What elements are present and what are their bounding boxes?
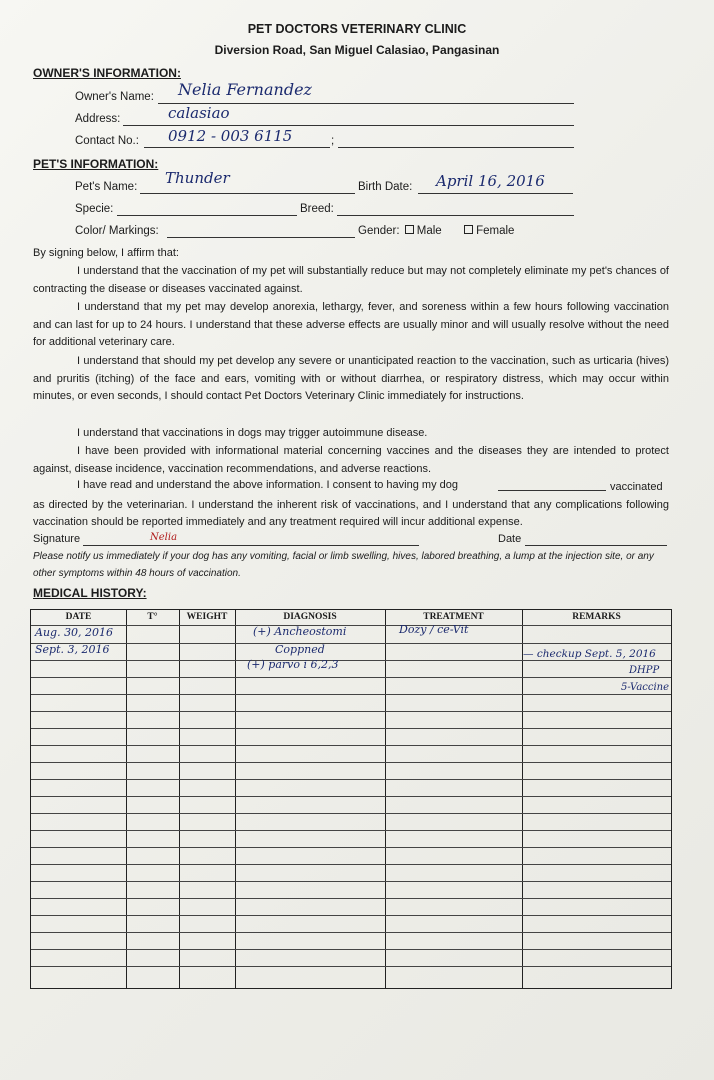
- address-line: [123, 125, 574, 126]
- contact-separator: ;: [331, 135, 335, 147]
- entry-1-diagnosis[interactable]: (+) Ancheostomi: [253, 625, 347, 638]
- breed-label: Breed:: [300, 203, 334, 215]
- signature-value[interactable]: Nelia: [150, 532, 178, 543]
- entry-1-treatment[interactable]: Dozy / ce-Vit: [399, 623, 469, 636]
- color-markings-label: Color/ Markings:: [75, 225, 159, 237]
- birth-date-value[interactable]: April 16, 2016: [436, 172, 545, 190]
- contact-value[interactable]: 0912 - 003 6115: [168, 127, 293, 145]
- color-markings-line: [167, 237, 355, 238]
- date-line: [525, 545, 667, 546]
- consent-paragraph-2: I understand that my pet may develop anorexia, lethargy, fever, and soreness within a few hours following vaccination and can last for up to 24 hours. I understand that these adverse effects are usually minor and will usually resolve without the need for additional veterinary care.: [33, 301, 669, 349]
- date-label: Date: [498, 533, 522, 545]
- col-treatment: TREATMENT: [423, 612, 484, 622]
- consent-paragraph-4: I understand that vaccinations in dogs may trigger autoimmune disease.: [77, 427, 428, 439]
- female-checkbox[interactable]: [464, 225, 473, 234]
- col-diagnosis: DIAGNOSIS: [283, 612, 337, 622]
- specie-line: [117, 215, 297, 216]
- remark-line-1[interactable]: — checkup Sept. 5, 2016: [523, 648, 656, 660]
- owner-section-title: OWNER'S INFORMATION:: [33, 66, 181, 80]
- entry-3-diagnosis[interactable]: (+) parvo i 6,2,3: [247, 658, 339, 671]
- gender-label: Gender:: [358, 225, 400, 237]
- medical-history-table: [30, 609, 672, 989]
- contact-label: Contact No.:: [75, 135, 139, 147]
- gender-group: [358, 225, 514, 237]
- signature-label: Signature: [33, 533, 81, 545]
- notice-text: Please notify us immediately if your dog has any vomiting, facial or limb swelling, hives, labored breathing, a lump at the injection site, or any other symptoms within 48 hours of vaccination.: [33, 551, 654, 579]
- contact-line-2: [338, 147, 574, 148]
- remark-line-2[interactable]: DHPP: [629, 665, 660, 676]
- consent-paragraph-5: I have been provided with informational material concerning vaccines and the diseases they are intended to protect against, disease incidence, vaccination recommendations, and adverse reactions.: [33, 445, 669, 475]
- address-label: Address:: [75, 113, 121, 125]
- entry-2-diagnosis[interactable]: Coppned: [275, 643, 325, 656]
- address-value[interactable]: calasiao: [168, 104, 230, 122]
- col-weight: WEIGHT: [186, 612, 228, 622]
- remark-line-3[interactable]: 5-Vaccine: [621, 682, 670, 693]
- consent-paragraph-3: I understand that should my pet develop any severe or unanticipated reaction to the vaccination, such as urticaria (hives) and pruritis (itching) of the face and ears, vomiting with or without diarrhea, or respiratory distress, which may occur within minutes, or even seconds, I should contact Pet Doctors Veterinary Clinic immediately for instructions.: [33, 355, 669, 403]
- pet-section-title: PET'S INFORMATION:: [33, 157, 159, 171]
- pet-name-value[interactable]: Thunder: [165, 169, 230, 187]
- signature-line: [83, 545, 419, 546]
- birth-date-line: [418, 193, 573, 194]
- pet-name-line: [140, 193, 355, 194]
- clinic-name: PET DOCTORS VETERINARY CLINIC: [247, 22, 467, 36]
- clinic-address: Diversion Road, San Miguel Calasiao, Pangasinan: [214, 43, 500, 57]
- breed-line: [337, 215, 574, 216]
- owner-name-value[interactable]: Nelia Fernandez: [178, 80, 312, 99]
- consent-paragraph-6a: I have read and understand the above information. I consent to having my dog: [77, 479, 458, 491]
- medical-section-title: MEDICAL HISTORY:: [33, 586, 147, 600]
- col-temperature: T°: [147, 612, 158, 622]
- col-date: DATE: [65, 612, 92, 622]
- consent-paragraph-6b: vaccinated as directed by the veterinarian. I understand the inherent risk of vaccinations, and I understand that any complications following vaccination should be reported immediately and any treatment required will incur additional expense.: [33, 481, 669, 529]
- entry-2-date[interactable]: Sept. 3, 2016: [35, 643, 110, 656]
- male-checkbox[interactable]: [405, 225, 414, 234]
- consent-paragraph-1: I understand that the vaccination of my pet will substantially reduce but may not completely eliminate my pet's chances of contracting the disease or diseases vaccinated against.: [33, 265, 669, 295]
- male-label: Male: [416, 225, 442, 237]
- entry-1-date[interactable]: Aug. 30, 2016: [35, 626, 114, 639]
- owner-name-label: Owner's Name:: [75, 91, 154, 103]
- specie-label: Specie:: [75, 203, 114, 215]
- col-remarks: REMARKS: [572, 612, 621, 622]
- pet-name-label: Pet's Name:: [75, 181, 138, 193]
- contact-line-1: [144, 147, 330, 148]
- birth-date-label: Birth Date:: [358, 181, 413, 193]
- female-label: Female: [476, 225, 515, 237]
- consent-intro: By signing below, I affirm that:: [33, 247, 179, 259]
